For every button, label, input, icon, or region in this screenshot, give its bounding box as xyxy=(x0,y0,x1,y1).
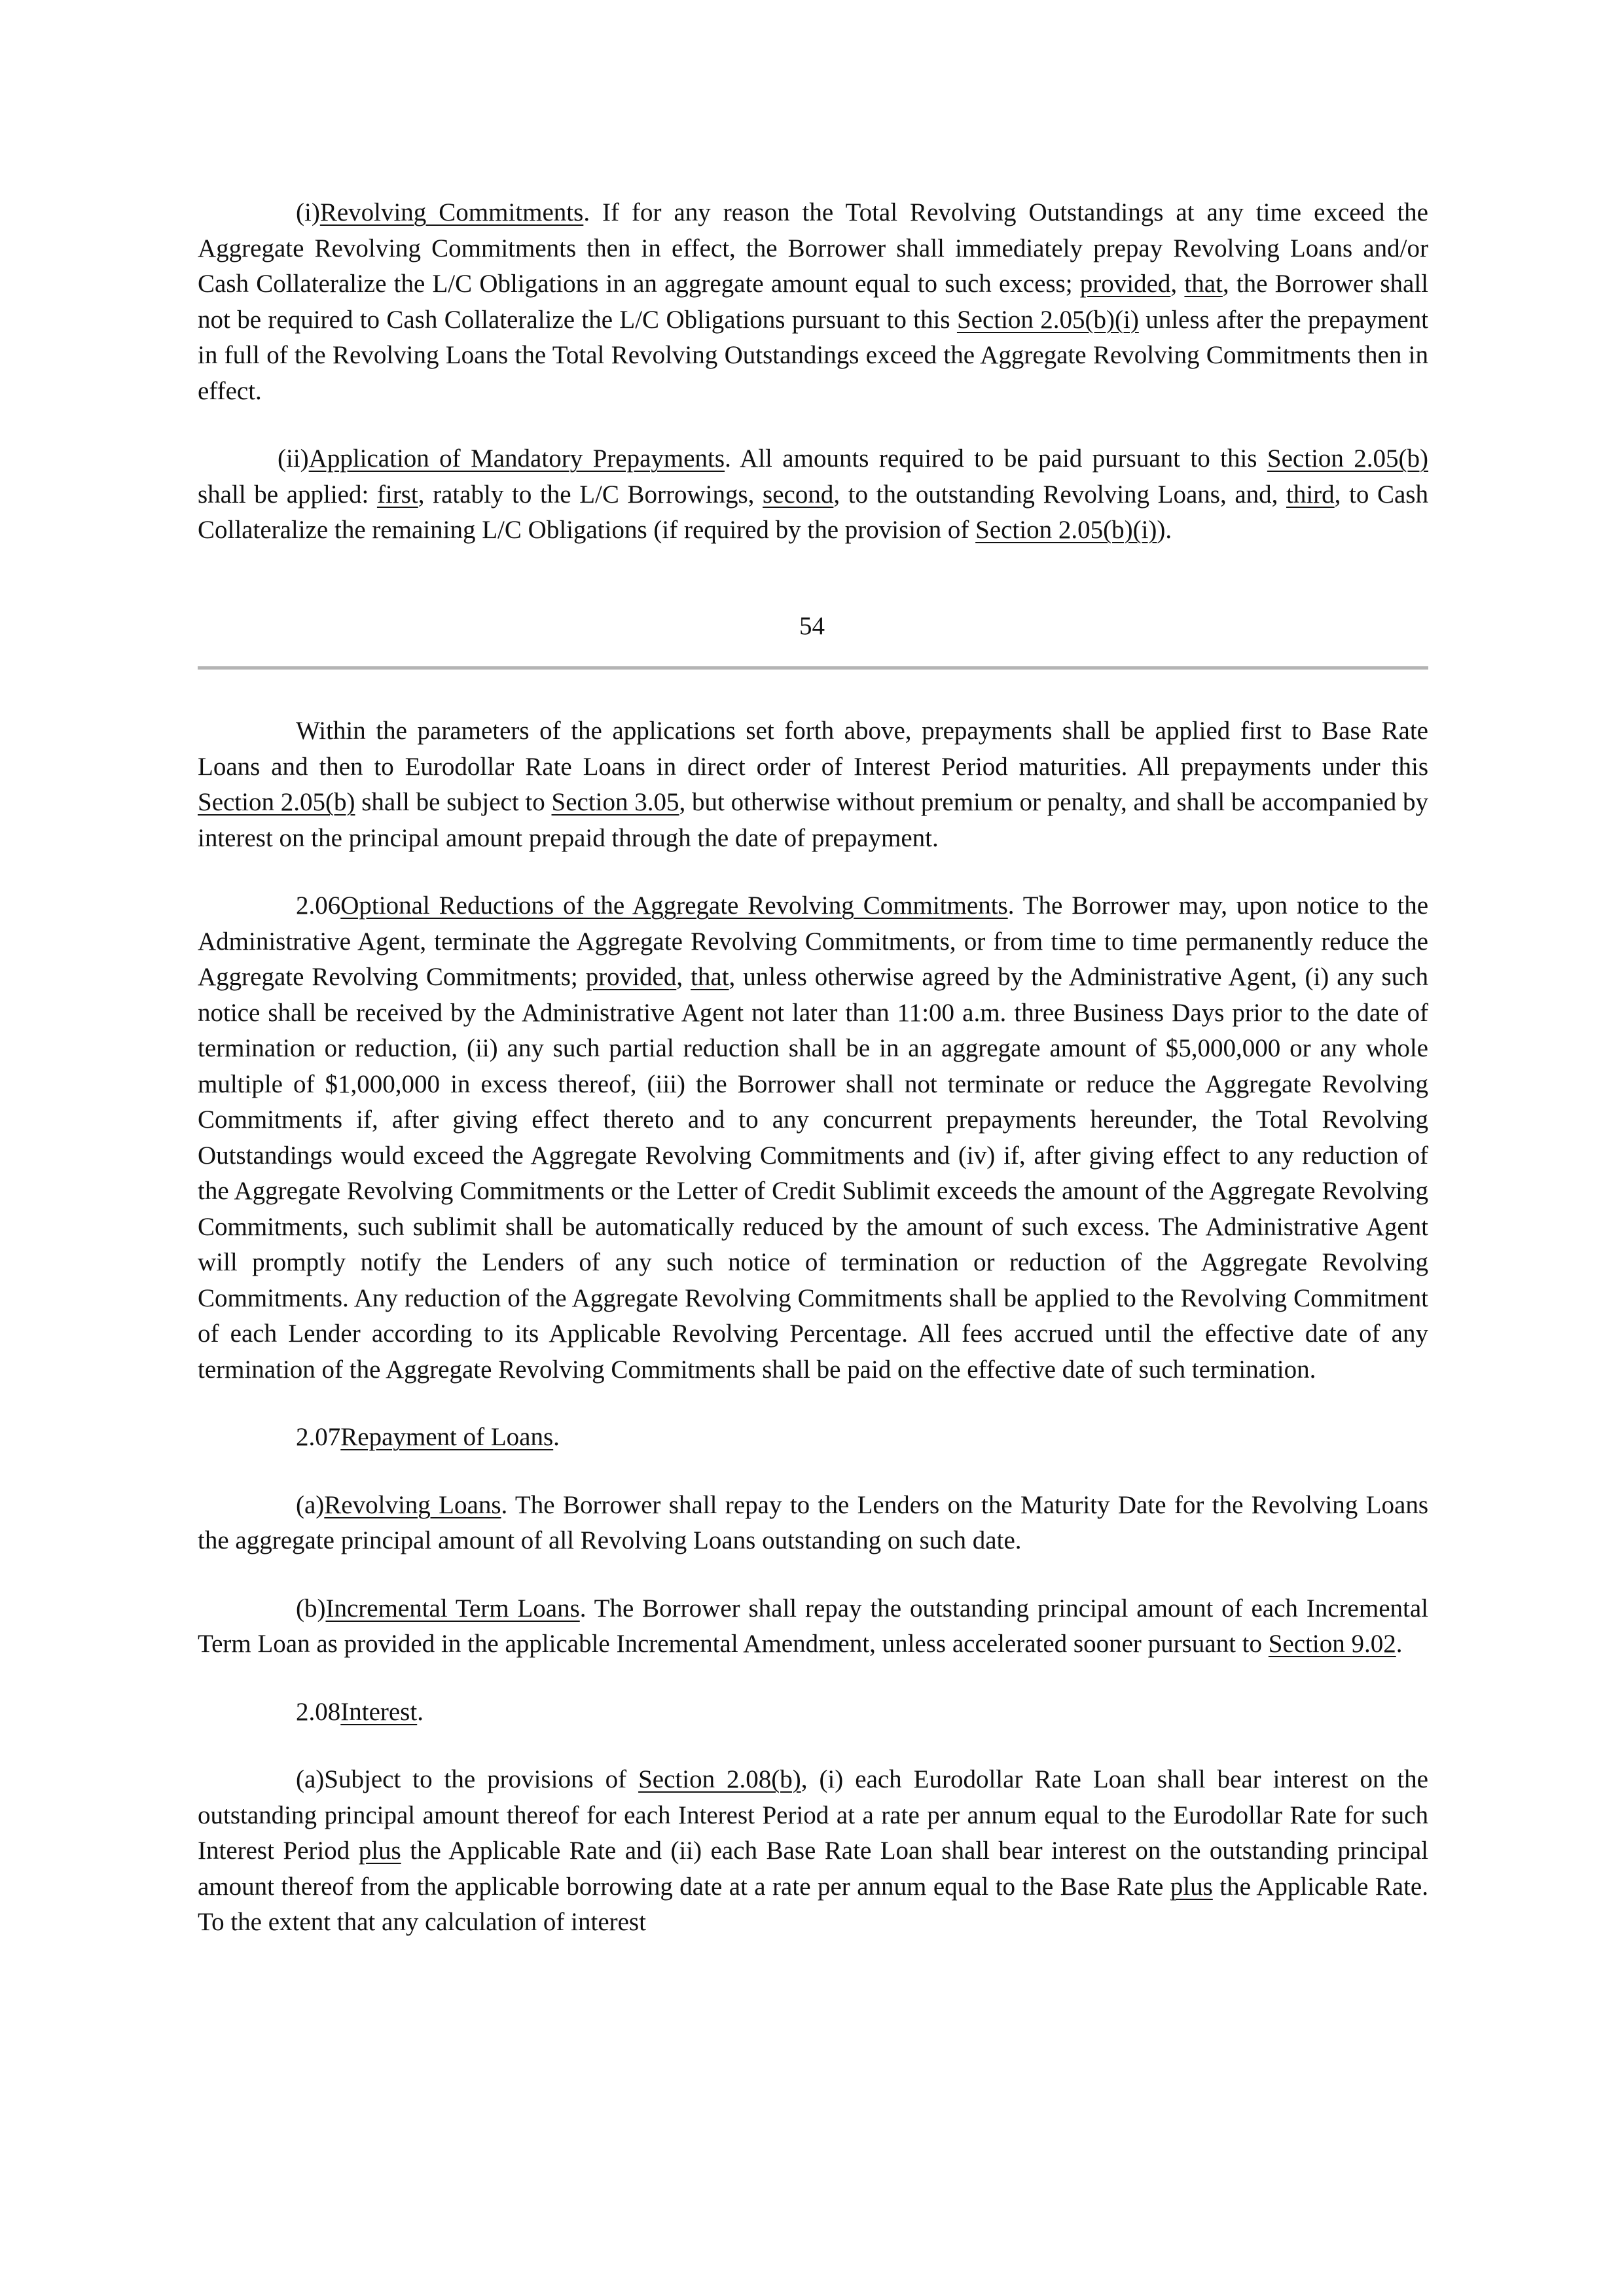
clause-number: (a) xyxy=(296,1490,325,1519)
section-reference: Section 3.05 xyxy=(551,788,679,816)
third-term: third xyxy=(1286,480,1335,509)
paragraph-text: . The Borrower may, upon notice to the Administrative Agent, terminate the Aggregate Revolving Commitments, or from time to time permanently reduce the Aggregate Revolving Commitments; xyxy=(198,891,1429,991)
clause-text: . If for any reason the Total Revolving Outstandings at any time exceed the Aggregate Revolving Commitments then in effect, the Borrower shall immediately prepay Revolving Loans and/or Cash Collateralize the L/C Obligations in an aggregate amount equal to such excess; xyxy=(198,198,1428,298)
paragraph-text: , xyxy=(676,963,691,991)
clause-text: , to Cash Collateralize the remaining L/C Obligations (if required by the provision of xyxy=(198,480,1428,544)
clause-text: the Applicable Rate. To the extent that any calculation of interest xyxy=(198,1872,1428,1936)
clause-text: , to the outstanding Revolving Loans, and, xyxy=(833,480,1286,509)
section-2-05-b-ii-paragraph xyxy=(198,441,1428,548)
paragraph-text: Within the parameters of the applications set forth above, prepayments shall be applied first to Base Rate Loans and then to Eurodollar Rate Loans in direct order of Interest Period maturities. All prepayments under this xyxy=(198,717,1428,781)
clause-number: (a) xyxy=(296,1765,325,1793)
section-2-05-b-i-paragraph xyxy=(198,195,1428,409)
heading-period: . xyxy=(553,1423,560,1451)
clause-heading: Revolving Commitments xyxy=(319,198,584,226)
heading-period: . xyxy=(417,1697,424,1726)
section-2-07-b-paragraph xyxy=(198,1591,1428,1662)
section-number: 2.07 xyxy=(296,1423,341,1451)
clause-text: , the Borrower shall not be required to Cash Collateralize the L/C Obligations pursuant to this xyxy=(198,270,1428,334)
page-54-text xyxy=(198,195,1428,581)
that-term: that xyxy=(691,963,729,991)
section-reference: Section 2.08(b) xyxy=(638,1765,801,1793)
clause-text: , ratably to the L/C Borrowings, xyxy=(418,480,763,509)
section-reference: Section 2.05(b) xyxy=(1267,444,1428,473)
section-2-08-a-paragraph xyxy=(198,1762,1428,1941)
page-number: 54 xyxy=(799,612,825,640)
provided-term: provided xyxy=(585,963,677,991)
that-term: that xyxy=(1184,270,1223,298)
prepayment-order-paragraph xyxy=(198,713,1428,856)
clause-heading: Revolving Loans xyxy=(324,1490,501,1519)
clause-heading: Incremental Term Loans xyxy=(325,1594,580,1623)
section-reference: Section 2.05(b)(i) xyxy=(956,305,1139,334)
clause-text: . xyxy=(1396,1630,1403,1658)
clause-text: unless after the prepayment in full of the Revolving Loans the Total Revolving Outstandings exceed the Aggregate Revolving Commitments then in effect. xyxy=(198,305,1428,405)
clause-text: shall be applied: xyxy=(198,480,377,509)
page-break-divider xyxy=(198,666,1428,670)
clause-heading: Application of Mandatory Prepayments xyxy=(308,444,725,473)
section-2-06-paragraph xyxy=(198,888,1428,1388)
clause-text: . The Borrower shall repay the outstanding principal amount of each Incremental Term Loan as provided in the applicable Incremental Amendment, unless accelerated sooner pursuant to xyxy=(198,1594,1428,1658)
clause-number: (ii) xyxy=(278,444,309,473)
second-term: second xyxy=(763,480,834,509)
clause-number: (b) xyxy=(296,1594,326,1623)
plus-term: plus xyxy=(358,1837,401,1865)
section-reference: Section 2.05(b) xyxy=(198,788,355,816)
clause-text: Subject to the provisions of xyxy=(324,1765,639,1793)
section-heading: Optional Reductions of the Aggregate Revolving Commitments xyxy=(340,891,1008,920)
paragraph-text: , but otherwise without premium or penalty, and shall be accompanied by interest on the principal amount prepaid through the date of prepayment. xyxy=(198,788,1428,852)
section-2-07-a-paragraph xyxy=(198,1488,1428,1559)
section-number: 2.06 xyxy=(296,891,341,920)
first-term: first xyxy=(376,480,418,509)
section-heading: Repayment of Loans xyxy=(340,1423,554,1451)
section-number: 2.08 xyxy=(296,1697,341,1726)
clause-text: ). xyxy=(1157,516,1172,544)
section-2-08-heading xyxy=(198,1695,1428,1731)
paragraph-text: shall be subject to xyxy=(355,788,552,816)
clause-text: . The Borrower shall repay to the Lenders on the Maturity Date for the Revolving Loans the aggregate principal amount of all Revolving Loans outstanding on such date. xyxy=(198,1490,1428,1554)
clause-text: , (i) each Eurodollar Rate Loan shall bear interest on the outstanding principal amount thereof for each Interest Period at a rate per annum equal to the Eurodollar Rate for such Interest Period xyxy=(198,1765,1428,1865)
clause-text: the Applicable Rate and (ii) each Base Rate Loan shall bear interest on the outstanding principal amount thereof from the applicable borrowing date at a rate per annum equal to the Base Rate xyxy=(198,1837,1429,1901)
plus-term: plus xyxy=(1170,1872,1213,1901)
clause-number: (i) xyxy=(296,198,320,226)
clause-text: , xyxy=(1170,270,1185,298)
paragraph-text: , unless otherwise agreed by the Administrative Agent, (i) any such notice shall be received by the Administrative Agent not later than 11:00 a.m. three Business Days prior to the date of termination or reduction, (ii) any such partial reduction shall be in an aggregate amount of $5,000,000 or any whole multiple of $1,000,000 in excess thereof, (iii) the Borrower shall not terminate or reduce the Aggregate Revolving Commitments if, after giving effect thereto and to any concurrent prepayments hereunder, the Total Revolving Outstandings would exceed the Aggregate Revolving Commitments and (iv) if, after giving effect to any reduction of the Aggregate Revolving Commitments or the Letter of Credit Sublimit exceeds the amount of the Aggregate Revolving Commitments, such sublimit shall be automatically reduced by the amount of such excess. The Administrative Agent will promptly notify the Lenders of any such notice of termination or reduction of the Aggregate Revolving Commitments. Any reduction of the Aggregate Revolving Commitments shall be applied to the Revolving Commitment of each Lender according to its Applicable Revolving Percentage. All fees accrued until the effective date of any termination of the Aggregate Revolving Commitments shall be paid on the effective date of such termination. xyxy=(198,963,1429,1384)
section-reference: Section 9.02 xyxy=(1268,1630,1396,1658)
section-reference: Section 2.05(b)(i) xyxy=(975,516,1157,544)
provided-term: provided xyxy=(1079,270,1171,298)
section-2-07-heading xyxy=(198,1420,1428,1456)
clause-text: . All amounts required to be paid pursuant to this xyxy=(725,444,1267,473)
page-55-text xyxy=(198,713,1428,1973)
section-heading: Interest xyxy=(340,1697,418,1726)
